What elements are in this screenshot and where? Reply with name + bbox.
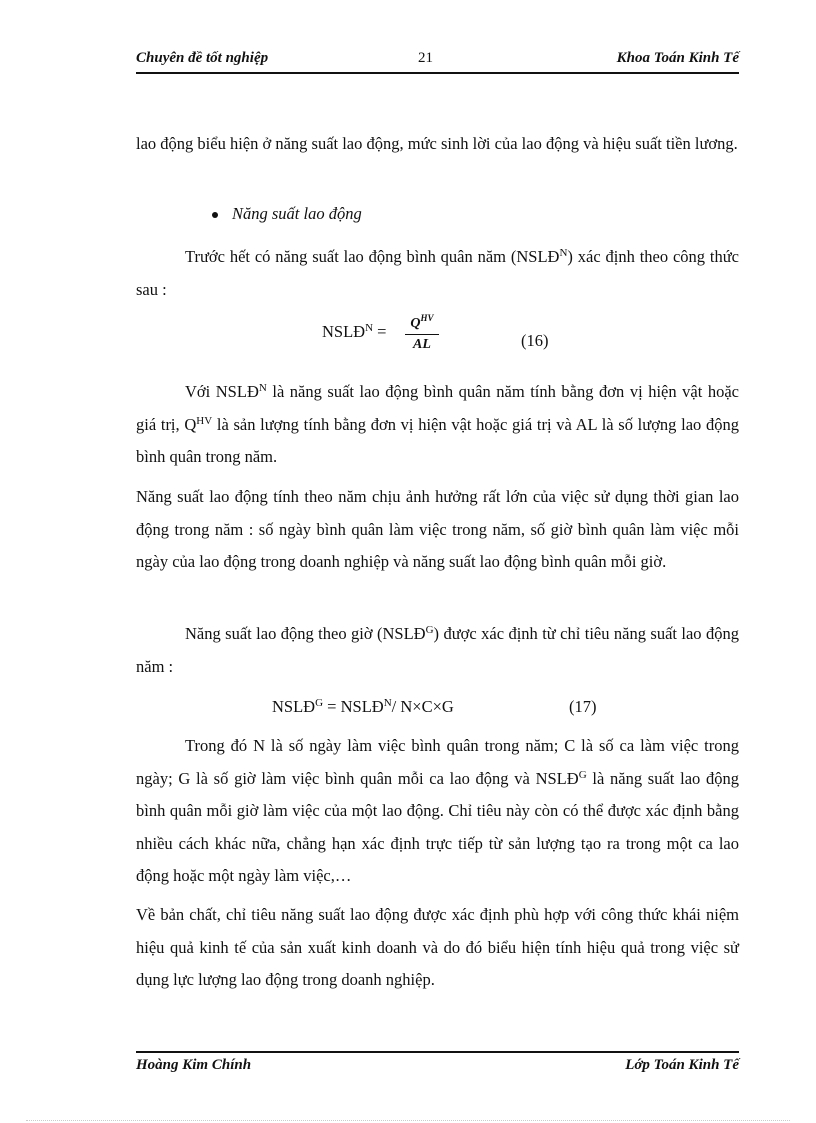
paragraph-hourly: Năng suất lao động theo giờ $(NSLĐ^G)$ được xác định từ chỉ tiêu năng suất lao động năm : [136,624,739,676]
fraction-denominator: AL [413,337,431,352]
equation-17: $NSLĐ^G$ = $NSLĐ^N/$ N×C×G [272,697,454,716]
page-footer [136,1051,739,1077]
paragraph-time-usage: Năng suất lao động tính theo năm chịu ảnh hưởng rất lớn của việc sử dụng thời gian lao động trong năm : số ngày bình quân làm việc trong năm, số giờ bình quân làm việc mỗi ngày của lao động trong doanh nghiệp và năng suất lao động bình quân mỗi giờ. [136,487,739,571]
paragraph-notation: Trong đó N là số ngày làm việc bình quân trong năm; C là số ca làm việc trong ngày; G là số giờ làm việc bình quân mỗi ca lao động và $NSLĐ^G$ là năng suất lao động bình quân mỗi giờ làm việc của một lao động. Chỉ tiêu này còn có thể được xác định bằng nhiều cách khác nữa, chẳng hạn xác định trực tiếp từ sản lượng tạo ra trong một ca lao động hoặc một ngày làm việc,… [136,736,740,885]
equation-16-number: (16) [521,331,549,350]
fraction-numerator: $Q^{HV}$ [405,316,439,335]
equation-16-fraction [405,313,439,353]
equation-17-number: (17) [569,697,597,716]
bullet-icon [212,212,218,218]
equation-16-lhs: $NSLĐ^N$ = [322,322,387,341]
paragraph-intro: lao động biểu hiện ở năng suất lao động, mức sinh lời của lao động và hiệu suất tiền lương. [136,134,738,153]
header-department: Khoa Toán Kinh Tế [616,50,739,66]
footer-author: Hoàng Kim Chính [136,1057,252,1073]
paragraph-definitions: Với $NSLĐ^N$ là năng suất lao động bình quân năm tính bằng đơn vị hiện vật hoặc giá trị, $Q^{HV}$ là sản lượng tính bằng đơn vị hiện vật hoặc giá trị và AL là số lượng lao động bình quân trong năm. [136,382,739,466]
page-number: 21 [418,50,433,66]
page-header [136,48,739,74]
paragraph-annual-productivity: Trước hết có năng suất lao động bình quân năm $(NSLĐ^N)$ xác định theo công thức sau : [136,247,739,299]
bullet-label: Năng suất lao động [232,204,362,223]
paragraph-conclusion: Về bản chất, chỉ tiêu năng suất lao động được xác định phù hợp với công thức khái niệm hiệu quả kinh tế của sản xuất kinh doanh và do đó biểu hiện tính hiệu quả trong việc sử dụng lực lượng lao động trong doanh nghiệp. [136,905,739,989]
footer-class: Lớp Toán Kinh Tế [625,1057,739,1073]
header-title: Chuyên đề tốt nghiệp [136,50,269,66]
bullet-heading [212,204,362,224]
page-edge-divider [26,1120,790,1121]
